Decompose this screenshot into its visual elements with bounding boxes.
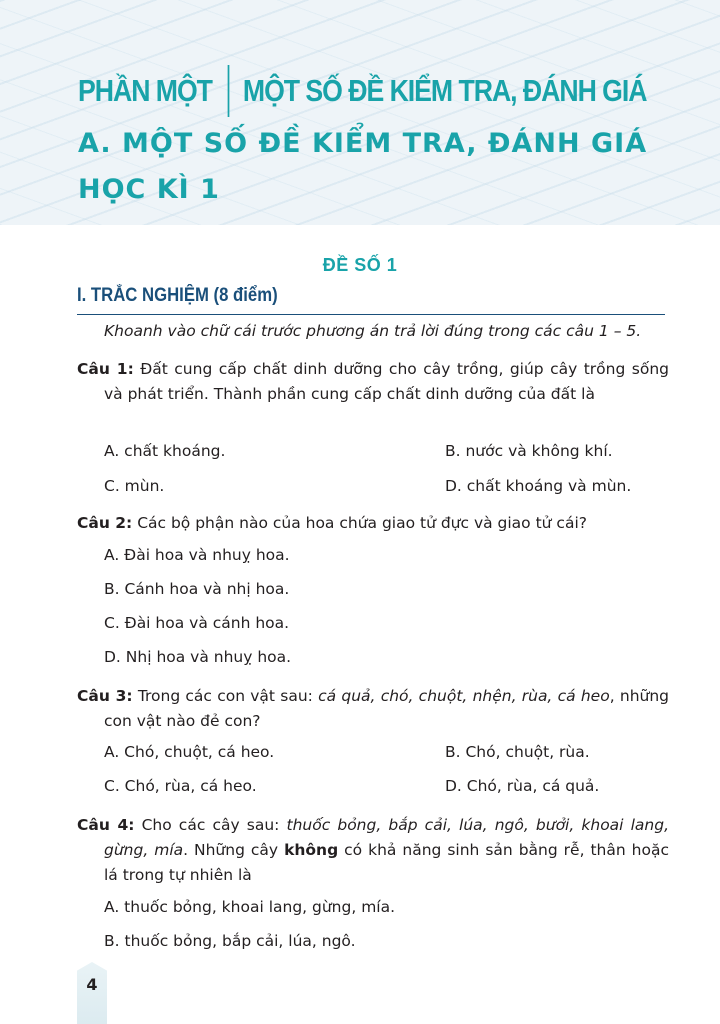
option-3c[interactable]: C. Chó, rùa, cá heo. [104,777,257,795]
question-label: Câu 1: [77,360,134,378]
option-1b[interactable]: B. nước và không khí. [445,442,613,460]
question-2 [77,511,669,536]
question-stem [77,813,669,888]
part-heading [78,66,646,116]
question-text-a: Cho các cây sau: [141,816,287,834]
part-label: PHẦN MỘT [78,73,212,108]
option-2a[interactable]: A. Đài hoa và nhuỵ hoa. [104,546,290,564]
question-label: Câu 3: [77,687,133,705]
part-divider [227,65,229,117]
section-title-line2: HỌC KÌ 1 [78,174,220,205]
question-text: Các bộ phận nào của hoa chứa giao tử đực và giao tử cái? [137,514,587,532]
section-heading-text: I. TRẮC NGHIỆM (8 điểm) [77,285,278,306]
question-text-bold: không [284,841,339,859]
question-text: Đất cung cấp chất dinh dưỡng cho cây trồng, giúp cây trồng sống và phát triển. Thành phần cung cấp chất dinh dưỡng của đất là [104,360,669,403]
section-title-line1: A. MỘT SỐ ĐỀ KIỂM TRA, ĐÁNH GIÁ [78,128,648,159]
question-4 [77,813,669,888]
question-text-italic: cá quả, chó, chuột, nhện, rùa, cá heo [318,687,610,705]
question-label: Câu 2: [77,514,133,532]
question-text-italic: thuốc bỏng, bắp cải, lúa, ngô, bưởi, khoai lang, gừng, mía [104,816,669,859]
section-heading [77,285,665,315]
question-text-c: có khả năng sinh sản bằng rễ, thân hoặc lá trong tự nhiên là [104,841,669,884]
option-2b[interactable]: B. Cánh hoa và nhị hoa. [104,580,290,598]
question-1 [77,357,669,407]
question-text-a: Trong các con vật sau: [137,687,319,705]
test-title: ĐỀ SỐ 1 [322,255,398,275]
question-text-b: , những con vật nào đẻ con? [104,687,669,730]
option-4a[interactable]: A. thuốc bỏng, khoai lang, gừng, mía. [104,898,396,916]
option-3b[interactable]: B. Chó, chuột, rùa. [445,743,590,761]
question-stem [77,511,669,536]
option-3a[interactable]: A. Chó, chuột, cá heo. [104,743,275,761]
option-1c[interactable]: C. mùn. [104,477,165,495]
part-title: MỘT SỐ ĐỀ KIỂM TRA, ĐÁNH GIÁ [242,73,647,108]
option-1a[interactable]: A. chất khoáng. [104,442,226,460]
option-4b[interactable]: B. thuốc bỏng, bắp cải, lúa, ngô. [104,932,356,950]
question-label: Câu 4: [77,816,135,834]
instruction: Khoanh vào chữ cái trước phương án trả lời đúng trong các câu 1 – 5. [104,322,642,340]
question-stem [77,357,669,407]
option-1d[interactable]: D. chất khoáng và mùn. [445,477,632,495]
question-text-b: . Những cây [183,841,285,859]
question-stem [77,684,669,734]
page-number: 4 [86,975,98,994]
option-3d[interactable]: D. Chó, rùa, cá quả. [445,777,600,795]
option-2d[interactable]: D. Nhị hoa và nhuỵ hoa. [104,648,292,666]
question-3 [77,684,669,734]
option-2c[interactable]: C. Đài hoa và cánh hoa. [104,614,290,632]
